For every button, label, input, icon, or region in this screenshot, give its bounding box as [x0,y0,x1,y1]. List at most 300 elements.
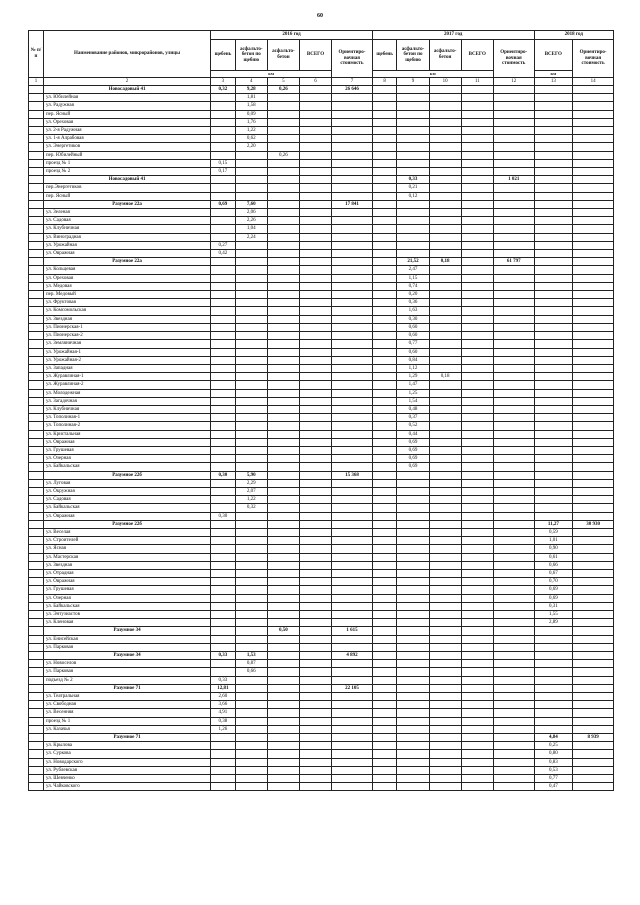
value-cell-c12 [493,110,534,118]
value-cell-c9 [397,241,429,249]
value-cell-c8 [372,348,397,356]
value-cell-c10 [429,463,461,471]
street-name: пер. Ясный [43,110,210,118]
value-cell-c14 [573,594,614,602]
street-name: ул. Комсомольская [43,307,210,315]
street-name: ул. Мастерская [43,553,210,561]
value-cell-c11 [461,274,493,282]
value-cell-c14 [573,151,614,159]
value-cell-c10 [429,241,461,249]
value-cell-c10 [429,438,461,446]
value-cell-c7 [332,291,373,299]
value-cell-c4 [235,619,267,627]
value-cell-c9: 0,69 [397,455,429,463]
value-cell-c9 [397,225,429,233]
value-cell-c8 [372,340,397,348]
value-cell-c13: 0,31 [534,602,573,610]
value-cell-c9 [397,717,429,725]
header-year-2017: 2017 год [372,31,534,40]
value-cell-c3 [211,233,236,241]
row-number-cell [29,405,44,413]
value-cell-c8 [372,684,397,692]
street-row [29,717,614,725]
street-name: ул. Клубничная [43,405,210,413]
value-cell-c14 [573,364,614,372]
value-cell-c13: 0,83 [534,758,573,766]
street-row [29,307,614,315]
value-cell-c5 [267,135,299,143]
value-cell-c8 [372,619,397,627]
value-cell-c4 [235,340,267,348]
value-cell-c14 [573,709,614,717]
value-cell-c12 [493,184,534,192]
row-number-cell [29,102,44,110]
row-number-cell [29,184,44,192]
value-cell-c6 [299,364,331,372]
value-cell-c14: 8 939 [573,734,614,742]
value-cell-c13 [534,652,573,660]
value-cell-c14 [573,652,614,660]
street-row [29,397,614,405]
street-row [29,389,614,397]
value-cell-c9 [397,250,429,258]
street-name: ул. Кристальная [43,430,210,438]
value-cell-c12 [493,471,534,479]
street-name: ул. Овражная [43,578,210,586]
street-name: ул. Молодежная [43,389,210,397]
value-cell-c8 [372,537,397,545]
street-name: ул. Байкальская [43,602,210,610]
value-cell-c7 [332,734,373,742]
value-cell-c9 [397,701,429,709]
value-cell-c7 [332,594,373,602]
value-cell-c6 [299,266,331,274]
value-cell-c8 [372,783,397,791]
value-cell-c10 [429,422,461,430]
street-name: ул. Овражная [43,512,210,520]
value-cell-c5 [267,94,299,102]
value-cell-c5 [267,110,299,118]
value-cell-c4 [235,684,267,692]
value-cell-c8 [372,291,397,299]
value-cell-c12 [493,430,534,438]
roads-table [28,30,614,791]
value-cell-c5 [267,241,299,249]
value-cell-c9 [397,594,429,602]
value-cell-c11 [461,356,493,364]
street-row [29,217,614,225]
value-cell-c6 [299,496,331,504]
value-cell-c7 [332,725,373,733]
value-cell-c13 [534,102,573,110]
value-cell-c10 [429,586,461,594]
value-cell-c11 [461,611,493,619]
value-cell-c14 [573,94,614,102]
street-row [29,545,614,553]
value-cell-c6 [299,250,331,258]
header-total-2016: ВСЕГО [299,40,331,71]
value-cell-c5: 0,50 [267,627,299,635]
value-cell-c14 [573,176,614,184]
value-cell-c6 [299,512,331,520]
value-cell-c14 [573,110,614,118]
value-cell-c8 [372,299,397,307]
value-cell-c10 [429,750,461,758]
value-cell-c4 [235,569,267,577]
value-cell-c6 [299,110,331,118]
value-cell-c9 [397,602,429,610]
value-cell-c11 [461,102,493,110]
street-name: ул. Зеленая [43,209,210,217]
value-cell-c8 [372,356,397,364]
value-cell-c13 [534,233,573,241]
street-name: ул. Озерная [43,594,210,602]
street-name: ул. Грушевая [43,446,210,454]
value-cell-c9 [397,635,429,643]
value-cell-c12 [493,135,534,143]
value-cell-c9 [397,487,429,495]
value-cell-c12 [493,750,534,758]
value-cell-c14 [573,192,614,200]
street-row [29,455,614,463]
value-cell-c12 [493,422,534,430]
column-number: 12 [493,78,534,86]
value-cell-c9 [397,528,429,536]
value-cell-c13 [534,307,573,315]
row-number-cell [29,627,44,635]
value-cell-c9 [397,611,429,619]
district-name: Разумное 71 [43,684,210,692]
value-cell-c7 [332,94,373,102]
value-cell-c9: 0,36 [397,299,429,307]
value-cell-c10 [429,266,461,274]
street-row [29,315,614,323]
value-cell-c5 [267,783,299,791]
value-cell-c5 [267,553,299,561]
value-cell-c9 [397,775,429,783]
value-cell-c10: 0,18 [429,258,461,266]
value-cell-c11 [461,381,493,389]
value-cell-c4 [235,766,267,774]
value-cell-c14 [573,446,614,454]
value-cell-c12 [493,217,534,225]
street-row [29,742,614,750]
value-cell-c8 [372,405,397,413]
street-name: ул. Пионерская-2 [43,332,210,340]
street-name: ул. Кленовая [43,619,210,627]
value-cell-c4: 0,87 [235,660,267,668]
value-cell-c10 [429,611,461,619]
street-name: ул. Звездная [43,315,210,323]
value-cell-c12 [493,282,534,290]
street-row [29,102,614,110]
value-cell-c11 [461,389,493,397]
value-cell-c9 [397,725,429,733]
value-cell-c5 [267,102,299,110]
street-row [29,528,614,536]
value-cell-c9 [397,652,429,660]
value-cell-c13 [534,86,573,94]
value-cell-c7 [332,110,373,118]
value-cell-c10 [429,151,461,159]
street-name: ул. Театральная [43,693,210,701]
value-cell-c3 [211,225,236,233]
street-row [29,569,614,577]
value-cell-c14 [573,578,614,586]
value-cell-c6 [299,241,331,249]
value-cell-c11 [461,86,493,94]
value-cell-c13 [534,397,573,405]
value-cell-c4 [235,725,267,733]
value-cell-c6 [299,750,331,758]
value-cell-c7 [332,323,373,331]
value-cell-c11 [461,118,493,126]
value-cell-c3 [211,561,236,569]
value-cell-c14 [573,274,614,282]
value-cell-c14 [573,627,614,635]
value-cell-c10 [429,512,461,520]
value-cell-c12 [493,528,534,536]
value-cell-c9: 0,60 [397,348,429,356]
street-row [29,143,614,151]
value-cell-c11 [461,282,493,290]
value-cell-c13 [534,717,573,725]
value-cell-c11 [461,742,493,750]
value-cell-c12 [493,734,534,742]
street-row [29,660,614,668]
street-row [29,250,614,258]
value-cell-c14 [573,225,614,233]
value-cell-c10 [429,315,461,323]
value-cell-c13 [534,250,573,258]
value-cell-c14 [573,471,614,479]
value-cell-c10 [429,356,461,364]
value-cell-c6 [299,455,331,463]
value-cell-c13 [534,635,573,643]
row-number-cell [29,389,44,397]
value-cell-c14 [573,611,614,619]
value-cell-c11 [461,176,493,184]
value-cell-c13: 0,80 [534,750,573,758]
row-number-cell [29,307,44,315]
value-cell-c11 [461,266,493,274]
value-cell-c6 [299,168,331,176]
district-name: Разумное 22а [43,258,210,266]
value-cell-c5 [267,389,299,397]
value-cell-c9: 1,12 [397,364,429,372]
value-cell-c10 [429,504,461,512]
street-row [29,381,614,389]
value-cell-c10 [429,471,461,479]
value-cell-c8 [372,627,397,635]
value-cell-c5 [267,209,299,217]
value-cell-c12: 61 797 [493,258,534,266]
value-cell-c5: 0,26 [267,86,299,94]
value-cell-c12 [493,684,534,692]
district-name: Новосадовый 41 [43,86,210,94]
value-cell-c10 [429,717,461,725]
value-cell-c14 [573,209,614,217]
value-cell-c4: 0,32 [235,504,267,512]
district-row [29,627,614,635]
value-cell-c10 [429,86,461,94]
value-cell-c3 [211,151,236,159]
value-cell-c7 [332,102,373,110]
value-cell-c9 [397,233,429,241]
value-cell-c5 [267,446,299,454]
value-cell-c12 [493,102,534,110]
value-cell-c5 [267,184,299,192]
value-cell-c8 [372,200,397,208]
value-cell-c3 [211,282,236,290]
value-cell-c8 [372,668,397,676]
value-cell-c12 [493,315,534,323]
value-cell-c8 [372,553,397,561]
value-cell-c12 [493,578,534,586]
value-cell-c6 [299,225,331,233]
value-cell-c10 [429,135,461,143]
value-cell-c3 [211,455,236,463]
street-row [29,611,614,619]
value-cell-c3 [211,463,236,471]
district-row [29,258,614,266]
value-cell-c8 [372,750,397,758]
row-number-cell [29,323,44,331]
value-cell-c9: 0,69 [397,463,429,471]
street-row [29,463,614,471]
column-number: 2 [43,78,210,86]
value-cell-c14 [573,668,614,676]
value-cell-c11 [461,233,493,241]
row-number-cell [29,430,44,438]
value-cell-c8 [372,225,397,233]
value-cell-c9 [397,750,429,758]
value-cell-c6 [299,652,331,660]
value-cell-c10 [429,389,461,397]
street-name: ул. Кольцевая [43,266,210,274]
street-name: подъезд № 2 [43,676,210,684]
value-cell-c9 [397,143,429,151]
value-cell-c7 [332,635,373,643]
street-row [29,602,614,610]
value-cell-c4 [235,586,267,594]
value-cell-c10 [429,94,461,102]
value-cell-c11 [461,373,493,381]
value-cell-c4 [235,438,267,446]
value-cell-c3 [211,734,236,742]
value-cell-c14 [573,397,614,405]
value-cell-c8 [372,118,397,126]
street-row [29,586,614,594]
value-cell-c7 [332,332,373,340]
value-cell-c8 [372,86,397,94]
street-name: ул. Садовая [43,217,210,225]
value-cell-c3 [211,323,236,331]
value-cell-c8 [372,455,397,463]
street-name: ул. Рублевская [43,766,210,774]
value-cell-c11 [461,750,493,758]
value-cell-c11 [461,627,493,635]
value-cell-c6 [299,561,331,569]
value-cell-c14 [573,783,614,791]
value-cell-c11 [461,446,493,454]
value-cell-c6 [299,389,331,397]
value-cell-c3 [211,586,236,594]
value-cell-c6 [299,151,331,159]
value-cell-c3 [211,660,236,668]
value-cell-c6 [299,775,331,783]
value-cell-c5 [267,127,299,135]
value-cell-c14 [573,307,614,315]
value-cell-c8 [372,635,397,643]
row-number-cell [29,159,44,167]
value-cell-c7 [332,192,373,200]
row-number-cell [29,569,44,577]
value-cell-c4 [235,151,267,159]
value-cell-c12 [493,487,534,495]
street-row [29,225,614,233]
value-cell-c12 [493,414,534,422]
value-cell-c4: 1,81 [235,94,267,102]
street-row [29,233,614,241]
street-row [29,766,614,774]
value-cell-c7 [332,561,373,569]
value-cell-c4 [235,520,267,528]
value-cell-c8 [372,487,397,495]
value-cell-c5 [267,168,299,176]
row-number-cell [29,282,44,290]
value-cell-c8 [372,766,397,774]
value-cell-c9: 0,20 [397,291,429,299]
row-number-cell [29,578,44,586]
value-cell-c10 [429,734,461,742]
value-cell-c7 [332,553,373,561]
value-cell-c4 [235,734,267,742]
value-cell-c7 [332,118,373,126]
value-cell-c11 [461,405,493,413]
value-cell-c10 [429,766,461,774]
street-row [29,553,614,561]
value-cell-c12 [493,717,534,725]
value-cell-c9: 0,48 [397,405,429,413]
value-cell-c4 [235,159,267,167]
value-cell-c12 [493,127,534,135]
row-number-cell [29,364,44,372]
value-cell-c11 [461,602,493,610]
value-cell-c14 [573,643,614,651]
value-cell-c14 [573,455,614,463]
value-cell-c4 [235,742,267,750]
value-cell-c3: 0,15 [211,159,236,167]
street-name: ул. Суркова [43,750,210,758]
table-body [29,86,614,791]
row-number-cell [29,766,44,774]
value-cell-c13 [534,315,573,323]
value-cell-c4: 5,90 [235,471,267,479]
value-cell-c6 [299,200,331,208]
value-cell-c12 [493,438,534,446]
district-name: Новосадовый 41 [43,176,210,184]
value-cell-c11 [461,487,493,495]
street-name: ул. Парковая [43,643,210,651]
value-cell-c7 [332,373,373,381]
value-cell-c4: 1,04 [235,225,267,233]
value-cell-c13 [534,258,573,266]
value-cell-c11 [461,676,493,684]
value-cell-c3 [211,258,236,266]
value-cell-c9 [397,512,429,520]
row-number-cell [29,332,44,340]
